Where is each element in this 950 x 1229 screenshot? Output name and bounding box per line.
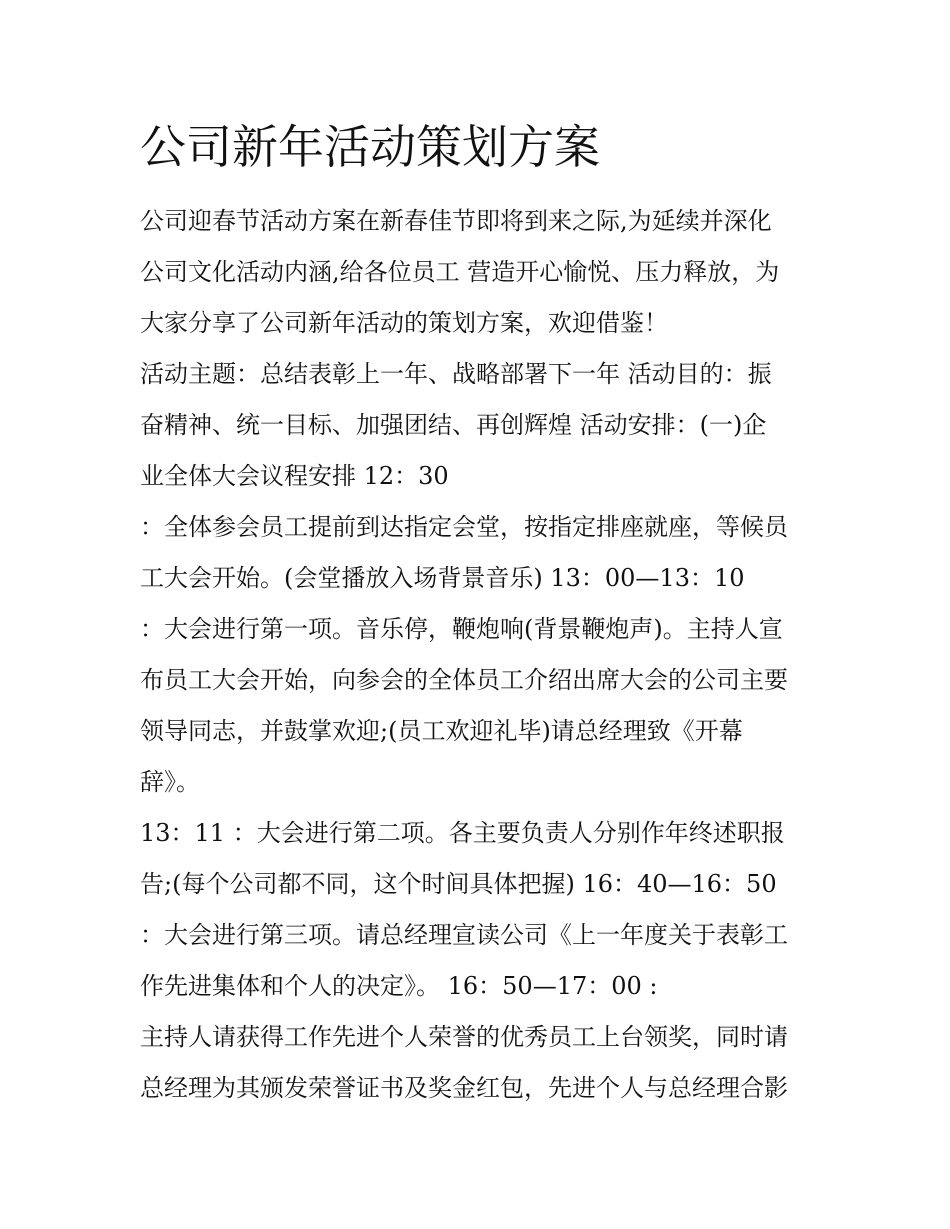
body-line: 奋精神、统一目标、加强团结、再创辉煌 活动安排：(一)企 bbox=[140, 411, 767, 439]
body-line: 大家分享了公司新年活动的策划方案，欢迎借鉴！ bbox=[140, 309, 668, 337]
body-line: 活动主题：总结表彰上一年、战略部署下一年 活动目的：振 bbox=[140, 360, 772, 388]
body-line: 公司迎春节活动方案在新春佳节即将到来之际,为延续并深化 bbox=[140, 207, 772, 235]
document-body bbox=[140, 196, 812, 1114]
body-line: 领导同志，并鼓掌欢迎;(员工欢迎礼毕)请总经理致《开幕 bbox=[140, 717, 743, 745]
body-line: 工大会开始。(会堂播放入场背景音乐) 13：00—13：10 bbox=[140, 564, 745, 592]
body-line: ：大会进行第一项。音乐停，鞭炮响(背景鞭炮声)。主持人宣 bbox=[140, 615, 783, 643]
body-line: 公司文化活动内涵,给各位员工 营造开心愉悦、压力释放，为 bbox=[140, 258, 780, 286]
document-page bbox=[140, 112, 812, 1114]
body-line: 告;(每个公司都不同，这个时间具体把握) 16：40—16：50 bbox=[140, 870, 777, 898]
body-line: 辞》。 bbox=[140, 768, 200, 796]
body-line: 主持人请获得工作先进个人荣誉的优秀员工上台领奖，同时请 bbox=[140, 1023, 788, 1051]
body-line: ：全体参会员工提前到达指定会堂，按指定排座就座，等候员 bbox=[140, 513, 788, 541]
body-line: 总经理为其颁发荣誉证书及奖金红包，先进个人与总经理合影 bbox=[140, 1074, 788, 1102]
body-line: 作先进集体和个人的决定》。 16：50—17：00 : bbox=[140, 972, 658, 1000]
body-line: 业全体大会议程安排 12：30 bbox=[140, 462, 449, 490]
document-title: 公司新年活动策划方案 bbox=[140, 120, 600, 174]
body-line: ：大会进行第三项。请总经理宣读公司《上一年度关于表彰工 bbox=[140, 921, 788, 949]
body-line: 13：11 ：大会进行第二项。各主要负责人分别作年终述职报 bbox=[140, 819, 785, 847]
body-line: 布员工大会开始，向参会的全体员工介绍出席大会的公司主要 bbox=[140, 666, 788, 694]
